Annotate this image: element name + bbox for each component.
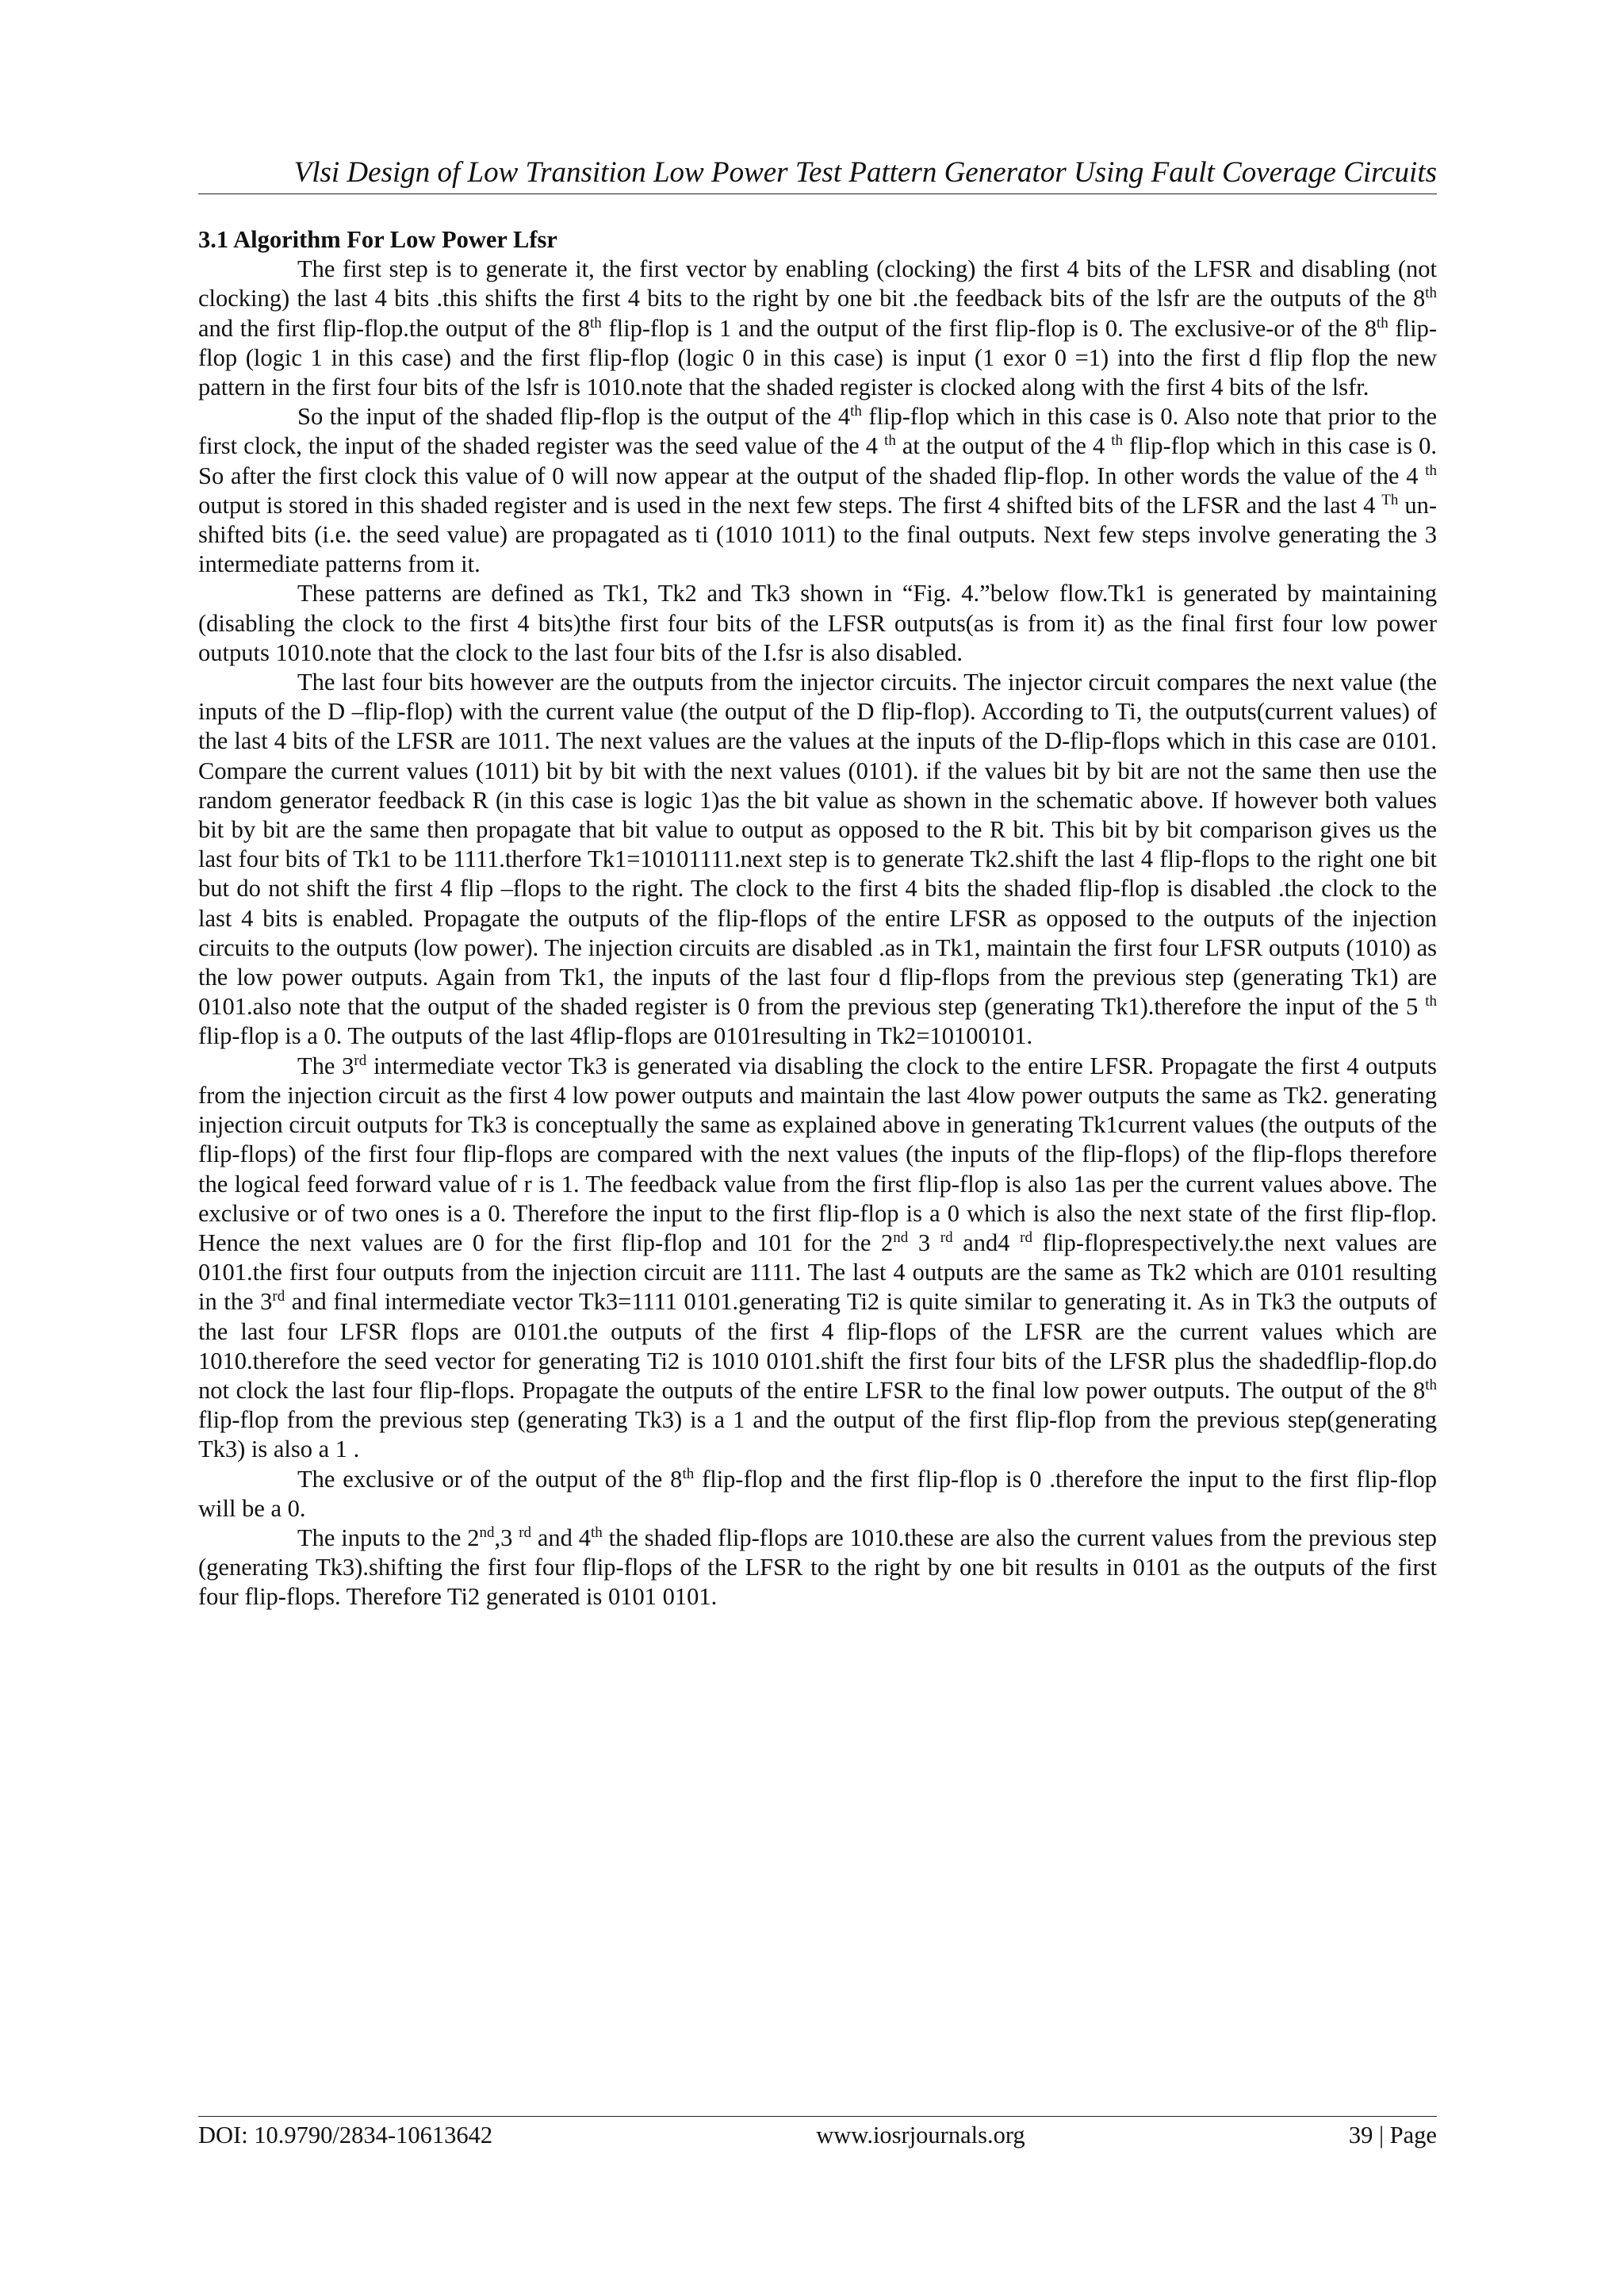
section-heading: 3.1 Algorithm For Low Power Lfsr [198, 226, 557, 253]
paragraph [198, 402, 1437, 579]
text-run: flip-flop and the first flip-flop is 0 .therefore the input to the first flip-flop will be a 0. [198, 1465, 1437, 1522]
body-text [198, 225, 1437, 1612]
text-run: The 3 [297, 1052, 354, 1079]
text-run: flip-flop which in this case is 0. So after the first clock this value of 0 will now appear at the output of the shaded flip-flop. In other words the value of the 4 [198, 432, 1438, 489]
text-run: the shaded flip-flops are 1010.these are also the current values from the previous step (generating Tk3).shifting the first four flip-flops of the LFSR to the right by one bit results in 0101 as the outputs of the first four flip-flops. Therefore Ti2 generated is 0101 0101. [198, 1524, 1437, 1611]
paragraph [198, 1052, 1437, 1465]
footer-doi: DOI: 10.9790/2834-10613642 [198, 2122, 493, 2148]
text-run: and final intermediate vector Tk3=1111 0101.generating Ti2 is quite similar to generating it. As in Tk3 the outputs of the last four LFSR flops are 0101.the outputs of the first 4 flip-flops of the LFSR are the current values which are 1010.therefore the seed vector for generating Ti2 is 1010 0101.shift the first four bits of the LFSR plus the shadedflip-flop.do not clock the last four flip-flops. Propagate the outputs of the entire LFSR to the final low power outputs. The output of the 8 [198, 1288, 1437, 1404]
text-run: These patterns are defined as Tk1, Tk2 and Tk3 shown in “Fig. 4.”below flow.Tk1 is generated by maintaining (disabling the clock to the first 4 bits)the first four bits of the LFSR outputs(as is from it) as the final first four low power outputs 1010.note that the clock to the last four bits of the I.fsr is also disabled. [198, 580, 1437, 666]
text-run: and 4 [531, 1524, 592, 1551]
superscript: nd [893, 1228, 909, 1246]
superscript: th [1111, 432, 1124, 450]
superscript: th [589, 314, 602, 332]
superscript: th [1425, 462, 1437, 479]
paragraph [198, 255, 1437, 402]
superscript: rd [272, 1288, 285, 1305]
footer-website: www.iosrjournals.org [816, 2122, 1025, 2148]
superscript: rd [1020, 1228, 1032, 1246]
superscript: th [682, 1465, 695, 1482]
paragraph-list [198, 255, 1437, 1612]
running-footer [198, 2116, 1437, 2150]
superscript: rd [519, 1524, 532, 1541]
text-run: The last four bits however are the outputs from the injector circuits. The injector circuit compares the next value (the inputs of the D –flip-flop) with the current value (the output of the D flip-flop). According to Ti, the outputs(current values) of the last 4 bits of the LFSR are 1011. The next values are the values at the inputs of the D-flip-flops which in this case are 0101. Compare the current values (1011) bit by bit with the next values (0101). if the values bit by bit are not the same then use the random generator feedback R (in this case is logic 1)as the bit value as shown in the schematic above. If however both values bit by bit are the same then propagate that bit value to output as opposed to the R bit. This bit by bit comparison gives us the last four bits of Tk1 to be 1111.therfore Tk1=10101111.next step is to generate Tk2.shift the last 4 flip-flops to the right one bit but do not shift the first 4 flip –flops to the right. The clock to the first 4 bits the shaded flip-flop is disabled .the clock to the last 4 bits is enabled. Propagate the outputs of the flip-flops of the entire LFSR as opposed to the outputs of the injection circuits to the outputs (low power). The injection circuits are disabled .as in Tk1, maintain the first four LFSR outputs (1010) as the low power outputs. Again from Tk1, the inputs of the last four d flip-flops from the previous step (generating Tk1) are 0101.also note that the output of the shaded register is 0 from the previous step (generating Tk1).therefore the input of the 5 [198, 669, 1437, 1021]
paragraph [198, 579, 1437, 668]
superscript: rd [940, 1228, 953, 1246]
text-run: at the output of the 4 [895, 432, 1112, 460]
superscript: th [1425, 1376, 1437, 1393]
text-run: The first step is to generate it, the first vector by enabling (clocking) the first 4 bits of the LFSR and disabling (not clocking) the last 4 bits .this shifts the first 4 bits to the right by one bit .the feedback bits of the lsfr are the outputs of the 8 [198, 255, 1437, 312]
superscript: th [591, 1524, 603, 1541]
text-run: flip-floprespectively.the next values are 0101.the first four outputs from the injection circuit are 1111. The last 4 outputs are the same as Tk2 which are 0101 resulting in the 3 [198, 1228, 1437, 1316]
paragraph [198, 1465, 1437, 1524]
superscript: nd [479, 1524, 495, 1541]
text-run: The exclusive or of the output of the 8 [297, 1465, 683, 1493]
running-header: Vlsi Design of Low Transition Low Power Test Pattern Generator Using Fault Coverage Circuits [198, 155, 1437, 194]
text-run: intermediate vector Tk3 is generated via disabling the clock to the entire LFSR. Propagate the first 4 outputs from the injection circuit as the first 4 low power outputs and maintain the last 4low power outputs the same as Tk2. generating injection circuit outputs for Tk3 is conceptually the same as explained above in generating Tk1current values (the outputs of the flip-flops) of the first four flip-flops are compared with the next values (the inputs of the flip-flops) of the flip-flops therefore the logical feed forward value of r is 1. The feedback value from the first flip-flop is also 1as per the current values above. The exclusive or of two ones is a 0. Therefore the input to the first flip-flop is a 0 which is also the next state of the first flip-flop. Hence the next values are 0 for the first flip-flop and 101 for the 2 [198, 1052, 1437, 1256]
superscript: th [1425, 285, 1437, 302]
text-run: and the first flip-flop.the output of the 8 [198, 314, 590, 342]
text-run: and4 [952, 1228, 1021, 1256]
text-run: The inputs to the 2 [297, 1524, 480, 1551]
text-run: flip-flop which in this case is 0. Also note that prior to the first clock, the input of the shaded register was the seed value of the 4 [198, 403, 1437, 460]
paragraph [198, 1524, 1437, 1612]
footer-page-number: 39 | Page [1348, 2122, 1437, 2148]
superscript: th [884, 432, 896, 450]
text-run: un-shifted bits (i.e. the seed value) are propagated as ti (1010 1011) to the final outputs. Next few steps involve generating the 3 intermediate patterns from it. [198, 491, 1437, 578]
superscript: rd [354, 1052, 367, 1069]
superscript: Th [1381, 491, 1399, 508]
text-run: ,3 [494, 1524, 519, 1551]
paragraph [198, 668, 1437, 1052]
text-run: 3 [908, 1228, 940, 1256]
superscript: th [1425, 993, 1437, 1010]
superscript: th [850, 403, 862, 420]
text-run: So the input of the shaded flip-flop is the output of the 4 [297, 403, 851, 431]
text-run: flip-flop is 1 and the output of the first flip-flop is 0. The exclusive-or of the 8 [601, 314, 1377, 342]
text-run: flip-flop is a 0. The outputs of the last 4flip-flops are 0101resulting in Tk2=10100101. [198, 1022, 1033, 1050]
superscript: th [1376, 314, 1388, 332]
text-run: flip-flop (logic 1 in this case) and the first flip-flop (logic 0 in this case) is input (1 exor 0 =1) into the first d flip flop the new pattern in the first four bits of the lsfr is 1010.note that the shaded register is clocked along with the first 4 bits of the lsfr. [198, 314, 1437, 401]
text-run: flip-flop from the previous step (generating Tk3) is a 1 and the output of the first flip-flop from the previous step(generating Tk3) is also a 1 . [198, 1406, 1437, 1463]
text-run: output is stored in this shaded register and is used in the next few steps. The first 4 shifted bits of the LFSR and the last 4 [198, 491, 1382, 519]
